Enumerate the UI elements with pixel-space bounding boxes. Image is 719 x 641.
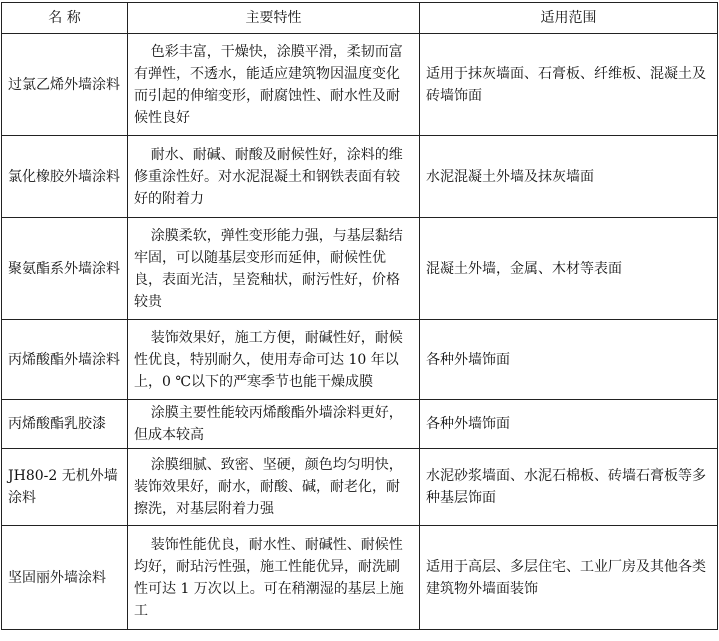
row-features-cell: 涂膜柔软，弹性变形能力强，与基层黏结牢固，可以随基层变形而延伸，耐候性优良，表面光洁，呈瓷釉状，耐污性好，价格较贵 [128,218,420,320]
row-features-cell: 装饰效果好，施工方便，耐碱性好，耐候性优良，特别耐久，使用寿命可达 10 年以上，0 ℃以下的严寒季节也能干燥成膜 [128,320,420,400]
row-name-cell: 坚固丽外墙涂料 [2,526,128,630]
row-name-cell: 丙烯酸酯外墙涂料 [2,320,128,400]
row-name-cell: 聚氨酯系外墙涂料 [2,218,128,320]
row-features-cell: 耐水、耐碱、耐酸及耐候性好，涂料的维修重涂性好。对水泥混凝土和钢铁表面有较好的附着力 [128,136,420,218]
table-row [2,218,718,320]
row-features-cell: 涂膜主要性能较丙烯酸酯外墙涂料更好，但成本较高 [128,400,420,449]
header-features: 主要特性 [128,3,420,34]
row-scope-cell: 水泥混凝土外墙及抹灰墙面 [420,136,718,218]
row-name-cell: 丙烯酸酯乳胶漆 [2,400,128,449]
row-scope-cell: 水泥砂浆墙面、水泥石棉板、砖墙石膏板等多种基层饰面 [420,449,718,526]
table-row [2,449,718,526]
table-row [2,34,718,136]
row-name-cell: 过氯乙烯外墙涂料 [2,34,128,136]
table-header-row [2,3,718,34]
row-scope-cell: 各种外墙饰面 [420,320,718,400]
row-features-cell: 涂膜细腻、致密、坚硬，颜色均匀明快，装饰效果好，耐水，耐酸、碱，耐老化，耐擦洗，对基层附着力强 [128,449,420,526]
table-row [2,526,718,630]
row-name-cell: 氯化橡胶外墙涂料 [2,136,128,218]
header-scope: 适用范围 [420,3,718,34]
table-row [2,320,718,400]
table-row [2,400,718,449]
row-scope-cell: 适用于高层、多层住宅、工业厂房及其他各类建筑物外墙面装饰 [420,526,718,630]
row-features-cell: 装饰性能优良，耐水性、耐碱性、耐候性均好，耐玷污性强，施工性能优异，耐洗刷性可达 1 万次以上。可在稍潮湿的基层上施工 [128,526,420,630]
header-name: 名 称 [2,3,128,34]
row-scope-cell: 混凝土外墙，金属、木材等表面 [420,218,718,320]
row-scope-cell: 各种外墙饰面 [420,400,718,449]
row-name-cell: JH80-2 无机外墙涂料 [2,449,128,526]
coating-properties-table [1,2,718,630]
row-scope-cell: 适用于抹灰墙面、石膏板、纤维板、混凝土及砖墙饰面 [420,34,718,136]
table-row [2,136,718,218]
row-features-cell: 色彩丰富，干燥快，涂膜平滑，柔韧而富有弹性，不透水，能适应建筑物因温度变化而引起的伸缩变形，耐腐蚀性、耐水性及耐候性良好 [128,34,420,136]
